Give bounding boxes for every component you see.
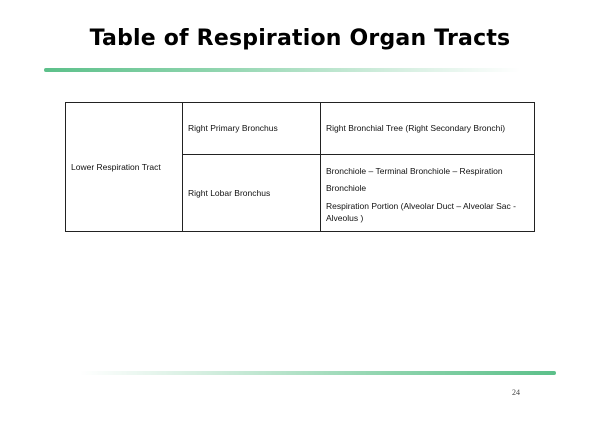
bronchus-cell: Right Primary Bronchus bbox=[183, 103, 321, 155]
respiration-tracts-table bbox=[65, 102, 535, 232]
detail-line: Alveolus ) bbox=[326, 212, 364, 223]
detail-cell bbox=[321, 155, 535, 232]
bronchus-cell: Right Lobar Bronchus bbox=[183, 155, 321, 232]
tract-cell: Lower Respiration Tract bbox=[66, 103, 183, 232]
bottom-accent-rule bbox=[80, 371, 556, 375]
top-accent-rule bbox=[44, 68, 520, 72]
detail-line: Bronchiole bbox=[326, 182, 367, 193]
detail-line: Respiration Portion (Alveolar Duct – Alveolar Sac - bbox=[326, 200, 516, 211]
table-row bbox=[66, 103, 535, 155]
page-number: 24 bbox=[512, 388, 520, 397]
detail-line: Bronchiole – Terminal Bronchiole – Respiration bbox=[326, 165, 503, 176]
slide-title: Table of Respiration Organ Tracts bbox=[89, 26, 511, 51]
detail-cell: Right Bronchial Tree (Right Secondary Bronchi) bbox=[321, 103, 535, 155]
